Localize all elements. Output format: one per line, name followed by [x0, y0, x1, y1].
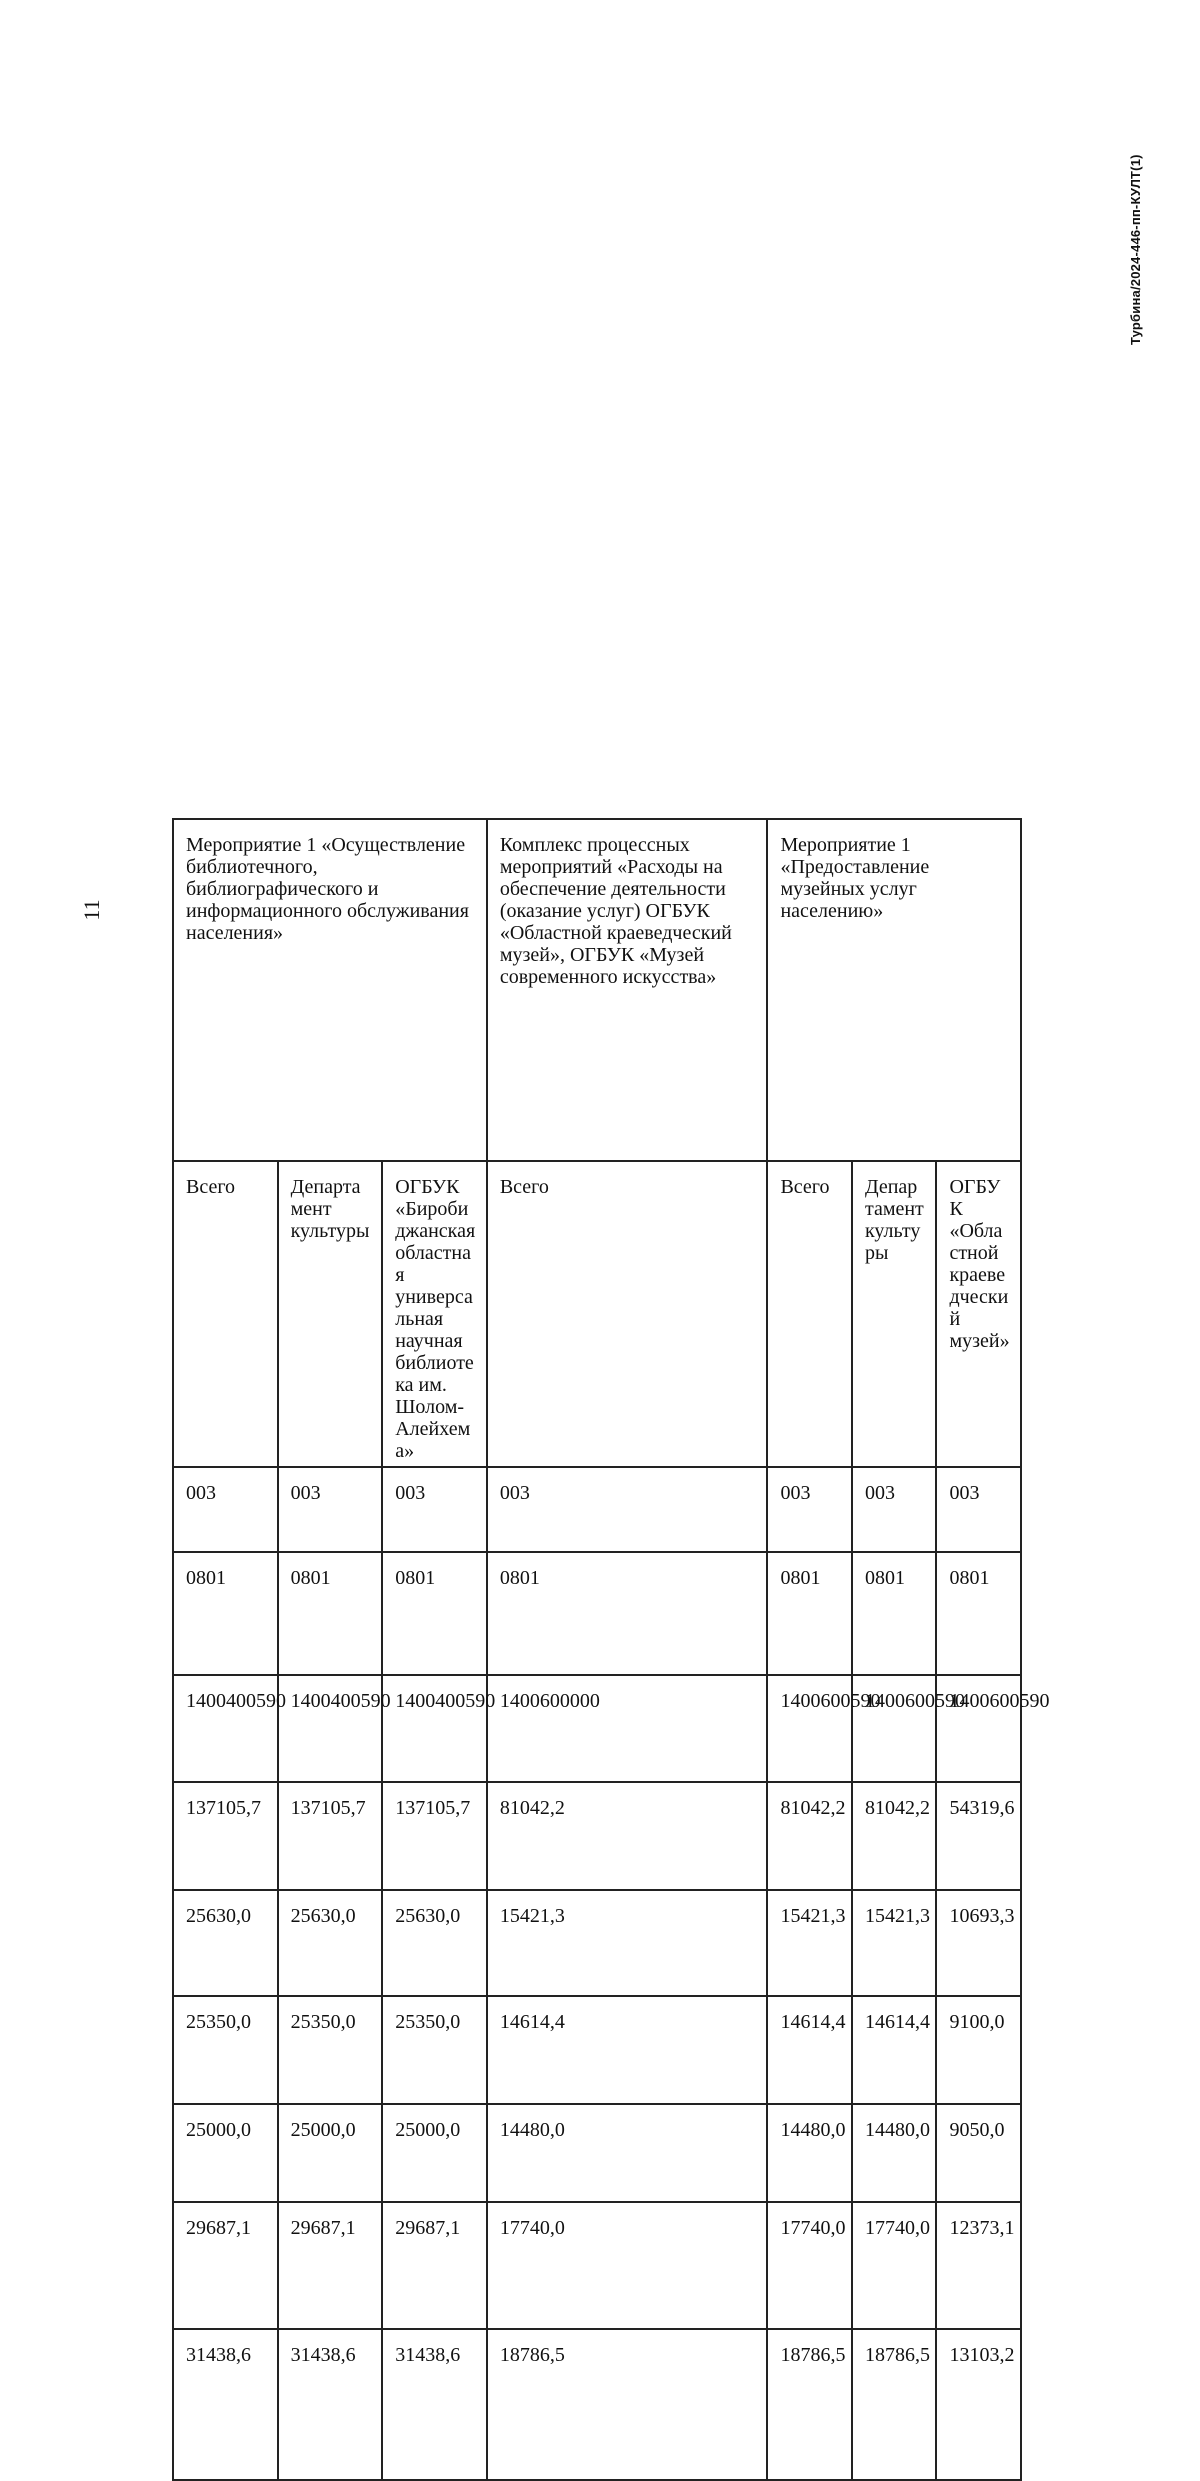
table-row — [173, 1552, 1021, 1675]
y2-cell: 14614,4 — [767, 1996, 851, 2104]
y2-cell: 25350,0 — [382, 1996, 487, 2104]
exec-cell: Департамент культуры — [852, 1161, 936, 1467]
rz-cell: 0801 — [936, 1552, 1021, 1675]
page-number: 11 — [79, 899, 104, 921]
grbs-cell: 003 — [278, 1467, 383, 1552]
y1-cell: 15421,3 — [487, 1890, 768, 1996]
exec-cell: ОГБУК «Биробиджанская областная универсальная научная библиотека им. Шолом-Алейхема» — [382, 1161, 487, 1467]
y3-cell: 25000,0 — [173, 2104, 278, 2202]
y2-cell: 14614,4 — [487, 1996, 768, 2104]
y3-cell: 9050,0 — [936, 2104, 1021, 2202]
y3-cell: 14480,0 — [487, 2104, 768, 2202]
table-row — [173, 1782, 1021, 1890]
activity-cell: Комплекс процессных мероприятий «Расходы на обеспечение деятельности (оказание услуг) ОГБУК «Областной краеведческий музей», ОГБУК «Музей современного искусства» — [487, 819, 768, 1161]
csr-cell: 1400600590 — [852, 1675, 936, 1782]
exec-cell: ОГБУК «Областной краеведческий музей» — [936, 1161, 1021, 1467]
y1-cell: 25630,0 — [278, 1890, 383, 1996]
exec-cell: Всего — [487, 1161, 768, 1467]
y5-cell: 31438,6 — [382, 2329, 487, 2480]
y3-cell: 14480,0 — [767, 2104, 851, 2202]
y1-cell: 15421,3 — [852, 1890, 936, 1996]
y4-cell: 17740,0 — [852, 2202, 936, 2329]
exec-cell: Всего — [173, 1161, 278, 1467]
budget-table — [172, 818, 1050, 2481]
table-row — [173, 1467, 1021, 1552]
budget-table-rotated — [172, 144, 1050, 2366]
rz-cell: 0801 — [852, 1552, 936, 1675]
table-row — [173, 2104, 1021, 2202]
y4-cell: 12373,1 — [936, 2202, 1021, 2329]
activity-cell: Мероприятие 1 «Предоставление музейных услуг населению» — [767, 819, 1021, 1161]
table-row — [173, 2329, 1021, 2480]
csr-cell: 1400400590 — [382, 1675, 487, 1782]
rz-cell: 0801 — [382, 1552, 487, 1675]
total-cell: 81042,2 — [767, 1782, 851, 1890]
y5-cell: 18786,5 — [767, 2329, 851, 2480]
csr-cell: 1400600590 — [767, 1675, 851, 1782]
y2-cell: 9100,0 — [936, 1996, 1021, 2104]
table-row — [173, 1675, 1021, 1782]
y4-cell: 17740,0 — [487, 2202, 768, 2329]
grbs-cell: 003 — [767, 1467, 851, 1552]
activity-cell: Мероприятие 1 «Осуществление библиотечного, библиографического и информационного обслуживания населения» — [173, 819, 487, 1161]
y4-cell: 29687,1 — [278, 2202, 383, 2329]
total-cell: 137105,7 — [173, 1782, 278, 1890]
grbs-cell: 003 — [487, 1467, 768, 1552]
total-cell: 137105,7 — [278, 1782, 383, 1890]
y1-cell: 10693,3 — [936, 1890, 1021, 1996]
rz-cell: 0801 — [173, 1552, 278, 1675]
rz-cell: 0801 — [278, 1552, 383, 1675]
y3-cell: 25000,0 — [278, 2104, 383, 2202]
y5-cell: 31438,6 — [278, 2329, 383, 2480]
document-code: Турбина/2024-446-пп-КУЛТ(1) — [1128, 154, 1143, 345]
grbs-cell: 003 — [382, 1467, 487, 1552]
y5-cell: 18786,5 — [487, 2329, 768, 2480]
csr-cell: 1400600590 — [936, 1675, 1021, 1782]
y3-cell: 25000,0 — [382, 2104, 487, 2202]
grbs-cell: 003 — [173, 1467, 278, 1552]
table-row — [173, 2202, 1021, 2329]
grbs-cell: 003 — [852, 1467, 936, 1552]
y4-cell: 29687,1 — [382, 2202, 487, 2329]
exec-cell: Всего — [767, 1161, 851, 1467]
y5-cell: 31438,6 — [173, 2329, 278, 2480]
y2-cell: 14614,4 — [852, 1996, 936, 2104]
csr-cell: 1400400590 — [278, 1675, 383, 1782]
total-cell: 81042,2 — [487, 1782, 768, 1890]
rz-cell: 0801 — [487, 1552, 768, 1675]
y4-cell: 17740,0 — [767, 2202, 851, 2329]
y2-cell: 25350,0 — [173, 1996, 278, 2104]
total-cell: 54319,6 — [936, 1782, 1021, 1890]
csr-cell: 1400600000 — [487, 1675, 768, 1782]
csr-cell: 1400400590 — [173, 1675, 278, 1782]
rz-cell: 0801 — [767, 1552, 851, 1675]
table-row — [173, 1161, 1021, 1467]
y1-cell: 25630,0 — [173, 1890, 278, 1996]
table-row — [173, 1996, 1021, 2104]
y1-cell: 25630,0 — [382, 1890, 487, 1996]
y3-cell: 14480,0 — [852, 2104, 936, 2202]
grbs-cell: 003 — [936, 1467, 1021, 1552]
y5-cell: 13103,2 — [936, 2329, 1021, 2480]
y1-cell: 15421,3 — [767, 1890, 851, 1996]
exec-cell: Департамент культуры — [278, 1161, 383, 1467]
table-row — [173, 1890, 1021, 1996]
y5-cell: 18786,5 — [852, 2329, 936, 2480]
y4-cell: 29687,1 — [173, 2202, 278, 2329]
table-row — [173, 819, 1021, 1161]
y2-cell: 25350,0 — [278, 1996, 383, 2104]
total-cell: 81042,2 — [852, 1782, 936, 1890]
total-cell: 137105,7 — [382, 1782, 487, 1890]
